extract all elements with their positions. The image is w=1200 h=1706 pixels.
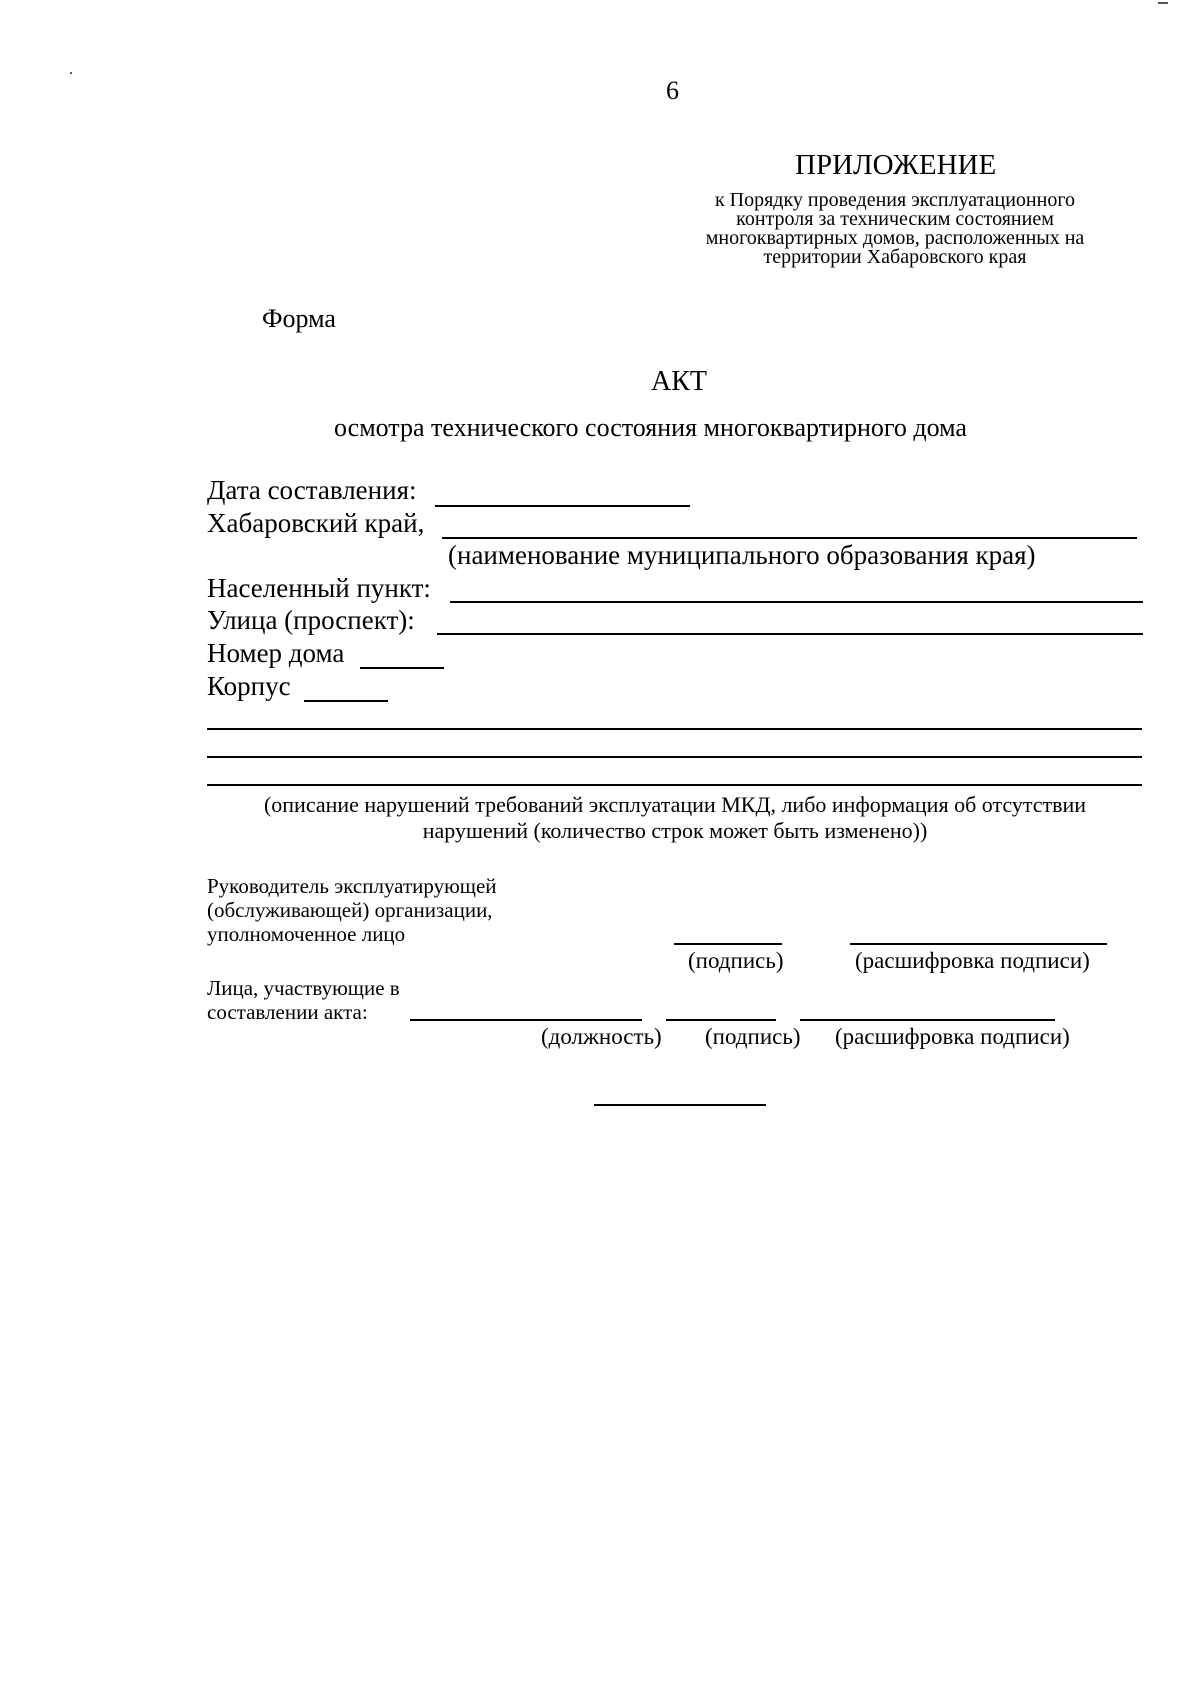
head-signature-line[interactable] bbox=[674, 943, 782, 945]
municipality-field-line[interactable] bbox=[442, 537, 1137, 539]
violations-note-line: (описание нарушений требований эксплуатации МКД, либо информация об отсутствии bbox=[263, 792, 1087, 817]
head-decoding-caption: (расшифровка подписи) bbox=[855, 948, 1090, 973]
violations-line[interactable] bbox=[207, 784, 1142, 786]
participant-decoding-caption: (расшифровка подписи) bbox=[835, 1024, 1070, 1049]
appendix-description-line: многоквартирных домов, расположенных на bbox=[705, 227, 1085, 249]
building-label: Корпус bbox=[207, 671, 291, 701]
house-number-label: Номер дома bbox=[207, 638, 345, 668]
participant-signature-caption: (подпись) bbox=[705, 1024, 801, 1049]
violations-note bbox=[190, 792, 1160, 844]
head-label-line: (обслуживающей) организации, bbox=[207, 898, 493, 922]
region-label: Хабаровский край, bbox=[207, 508, 425, 538]
violations-line[interactable] bbox=[207, 756, 1142, 758]
violations-note-line: нарушений (количество строк может быть изменено)) bbox=[422, 818, 928, 843]
appendix-description-line: контроля за техническим состоянием bbox=[736, 208, 1054, 230]
head-signature-caption: (подпись) bbox=[688, 948, 784, 973]
violations-line[interactable] bbox=[207, 728, 1142, 730]
scan-speck bbox=[70, 72, 72, 74]
settlement-label: Населенный пункт: bbox=[207, 573, 431, 603]
participant-position-line[interactable] bbox=[410, 1019, 642, 1021]
municipality-caption: (наименование муниципального образования края) bbox=[448, 540, 1036, 570]
date-field-line[interactable] bbox=[435, 505, 690, 507]
scan-speck bbox=[1158, 2, 1168, 4]
head-decoding-line[interactable] bbox=[850, 943, 1107, 945]
date-label: Дата составления: bbox=[207, 475, 417, 505]
building-field-line[interactable] bbox=[304, 700, 388, 702]
participants-label-line: Лица, участвующие в bbox=[207, 976, 400, 1000]
house-number-field-line[interactable] bbox=[360, 667, 444, 669]
participants-label bbox=[207, 976, 400, 1024]
participant-position-caption: (должность) bbox=[541, 1024, 662, 1049]
settlement-field-line[interactable] bbox=[450, 601, 1143, 603]
page-number: 6 bbox=[666, 76, 679, 105]
act-title: АКТ bbox=[651, 366, 707, 397]
head-label-line: уполномоченное лицо bbox=[207, 922, 406, 946]
head-of-organization-label bbox=[207, 874, 497, 946]
participant-decoding-line[interactable] bbox=[800, 1019, 1055, 1021]
appendix-description-line: к Порядку проведения эксплуатационного bbox=[714, 189, 1076, 211]
appendix-description bbox=[650, 191, 1140, 267]
appendix-title: ПРИЛОЖЕНИЕ bbox=[795, 149, 997, 181]
street-label: Улица (проспект): bbox=[207, 605, 415, 635]
participant-signature-line[interactable] bbox=[666, 1019, 776, 1021]
participants-label-line: составлении акта: bbox=[207, 1000, 368, 1024]
closing-rule bbox=[594, 1104, 766, 1106]
street-field-line[interactable] bbox=[437, 633, 1143, 635]
form-label: Форма bbox=[262, 304, 336, 333]
act-subtitle: осмотра технического состояния многоквартирного дома bbox=[334, 413, 967, 442]
appendix-description-line: территории Хабаровского края bbox=[763, 246, 1027, 268]
head-label-line: Руководитель эксплуатирующей bbox=[207, 874, 497, 898]
